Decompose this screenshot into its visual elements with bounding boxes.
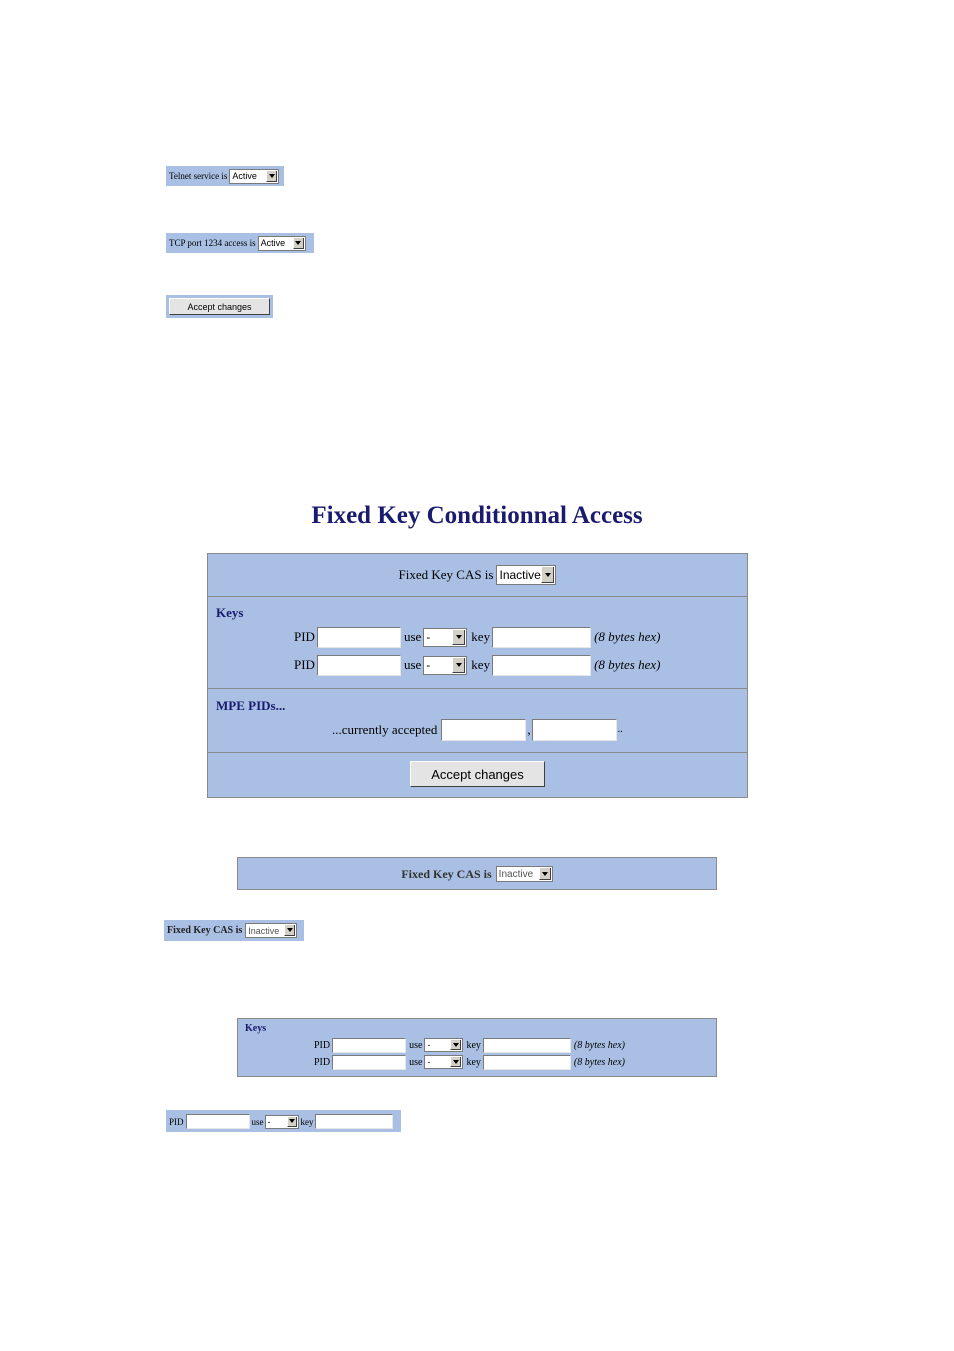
pid-input[interactable] — [317, 627, 401, 648]
keys-heading: Keys — [245, 1023, 267, 1034]
key-label: key — [300, 1116, 314, 1127]
accept-changes-button[interactable] — [410, 761, 545, 787]
keys-heading: Keys — [216, 605, 244, 620]
pid-label: PID — [294, 657, 315, 672]
hint-text: (8 bytes hex) — [594, 657, 661, 672]
hint-text: (8 bytes hex) — [573, 1056, 626, 1068]
hint-text: (8 bytes hex) — [573, 1039, 626, 1051]
key-label: key — [466, 1056, 481, 1068]
use-select[interactable] — [423, 656, 467, 675]
pid-input[interactable] — [186, 1114, 250, 1129]
mpe-label: ...currently accepted — [332, 721, 438, 737]
chevron-down-icon — [452, 630, 465, 645]
use-label: use — [409, 1056, 423, 1068]
cas-select[interactable] — [496, 565, 556, 585]
cas-label: Fixed Key CAS is — [401, 866, 492, 881]
key-input[interactable] — [483, 1055, 571, 1070]
pid-excerpt-row — [169, 1113, 393, 1130]
telnet-select-value: Active — [232, 171, 257, 181]
use-label: use — [251, 1116, 264, 1127]
telnet-row — [169, 167, 279, 185]
key-input[interactable] — [492, 655, 591, 676]
mpe-heading: MPE PIDs... — [216, 698, 286, 713]
cas-excerpt-row — [238, 864, 716, 884]
chevron-down-icon — [287, 1117, 297, 1127]
cas-select[interactable] — [496, 866, 553, 882]
mpe-pid-input[interactable] — [441, 719, 526, 741]
tcp-label: TCP port 1234 access is — [169, 238, 256, 248]
keys-section — [208, 597, 747, 689]
pid-label: PID — [314, 1039, 331, 1051]
cas-select-value: Inactive — [499, 568, 541, 582]
use-select[interactable] — [423, 628, 467, 647]
cas-select[interactable] — [245, 923, 297, 938]
keys-excerpt — [237, 1018, 717, 1077]
telnet-select[interactable] — [229, 169, 279, 184]
chevron-down-icon — [266, 171, 277, 182]
pid-label: PID — [294, 629, 315, 644]
cas-row — [208, 564, 747, 586]
use-select-value: - — [267, 1116, 271, 1127]
chevron-down-icon — [541, 567, 554, 583]
chevron-down-icon — [452, 658, 465, 673]
accept-section — [208, 753, 747, 797]
key-input[interactable] — [315, 1114, 393, 1129]
mpe-section — [208, 689, 747, 753]
chevron-down-icon — [450, 1057, 461, 1067]
chevron-down-icon — [284, 925, 295, 936]
fixed-key-form — [207, 553, 748, 798]
cas-label: Fixed Key CAS is — [167, 925, 243, 936]
tcp-select-value: Active — [260, 238, 286, 248]
use-select-value: - — [427, 1040, 431, 1050]
cas-excerpt-wide — [237, 857, 717, 890]
use-select[interactable] — [424, 1055, 463, 1069]
use-label: use — [403, 629, 422, 644]
pid-input[interactable] — [317, 655, 401, 676]
use-select[interactable] — [265, 1115, 299, 1129]
mpe-pid-input[interactable] — [532, 719, 617, 741]
cas-select-value: Inactive — [498, 868, 534, 880]
chevron-down-icon — [450, 1040, 461, 1050]
key-input[interactable] — [492, 627, 591, 648]
use-select-value: - — [426, 658, 431, 672]
pid-input[interactable] — [332, 1038, 406, 1053]
use-select-value: - — [427, 1057, 431, 1067]
key-row — [314, 1054, 625, 1070]
cas-select-value: Inactive — [248, 925, 280, 936]
cas-section — [208, 554, 747, 597]
key-row — [294, 654, 661, 676]
key-row — [314, 1037, 625, 1053]
chevron-down-icon — [293, 238, 304, 249]
pid-label: PID — [314, 1056, 331, 1068]
mpe-separator: , — [527, 721, 531, 737]
pid-input[interactable] — [332, 1055, 406, 1070]
tcp-row — [169, 234, 306, 252]
mpe-row — [332, 718, 623, 741]
cas-label: Fixed Key CAS is — [398, 567, 494, 582]
use-label: use — [403, 657, 422, 672]
hint-text: (8 bytes hex) — [594, 629, 661, 644]
tcp-select[interactable] — [258, 236, 306, 251]
telnet-label: Telnet service is — [169, 171, 228, 181]
key-row — [294, 626, 661, 648]
use-select-value: - — [426, 630, 431, 644]
key-label: key — [471, 629, 491, 644]
accept-changes-label: Accept changes — [431, 766, 524, 782]
key-label: key — [471, 657, 491, 672]
accept-changes-label: Accept changes — [187, 301, 252, 312]
key-input[interactable] — [483, 1038, 571, 1053]
cas-excerpt-small-row — [167, 921, 297, 940]
accept-changes-button-small[interactable] — [169, 298, 270, 315]
page-title: Fixed Key Conditionnal Access — [311, 502, 643, 529]
mpe-trailing: .. — [617, 724, 623, 735]
pid-label: PID — [169, 1116, 184, 1127]
key-label: key — [466, 1039, 481, 1051]
chevron-down-icon — [539, 868, 551, 880]
use-select[interactable] — [424, 1038, 463, 1052]
use-label: use — [409, 1039, 423, 1051]
